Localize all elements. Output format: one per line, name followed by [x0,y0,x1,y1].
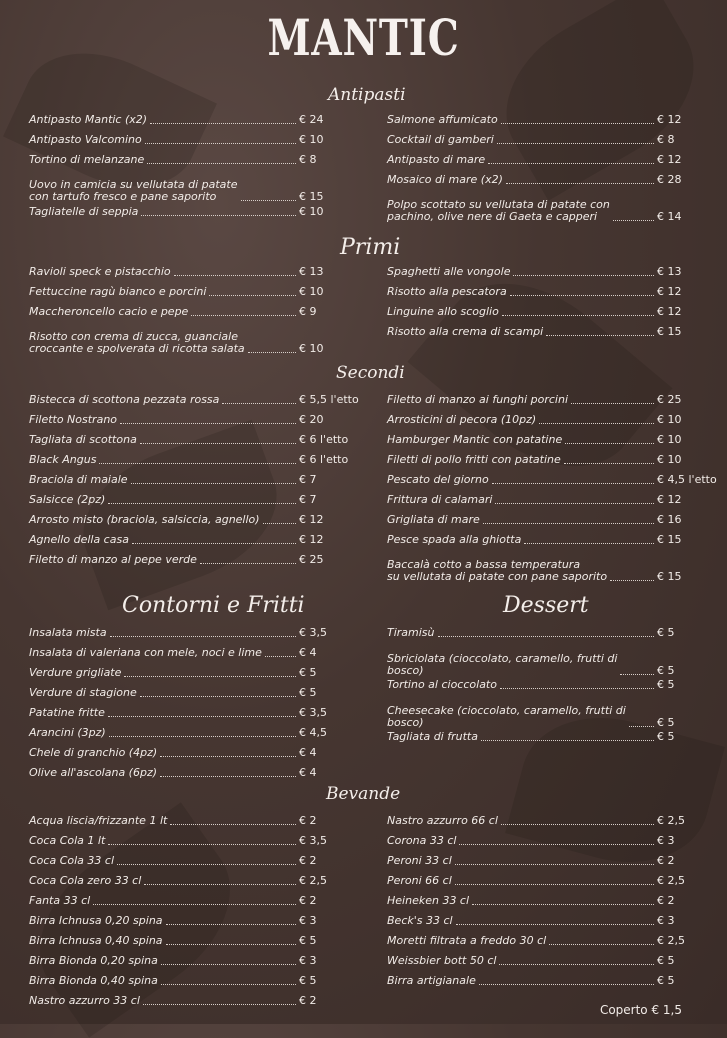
menu-item [29,134,357,146]
menu-item-name: Black Angus [29,453,97,466]
menu-item [29,331,357,355]
menu-item-name: Heineken 33 cl [387,894,470,907]
menu-item-name: Salsicce (2pz) [29,493,106,506]
menu-item [387,679,715,691]
menu-item [29,767,357,779]
dot-leader [495,503,654,504]
dot-leader [438,636,654,637]
menu-item [29,727,357,739]
dot-leader [147,163,296,164]
menu-item-price: € 2,5 [299,874,327,887]
menu-item [387,534,715,546]
dot-leader [459,844,654,845]
menu-item [387,434,715,446]
menu-item-price: € 12 [299,513,324,526]
menu-item-name: Coca Cola 1 lt [29,834,106,847]
menu-item [29,414,357,426]
menu-item-name: Patatine fritte [29,706,105,719]
menu-item-price: € 5 [657,678,675,691]
menu-item-price: € 4 [299,766,317,779]
menu-item-name: Hamburger Mantic con patatine [387,433,563,446]
menu-item [29,286,357,298]
dot-leader [222,403,296,404]
menu-item-name: Braciola di maiale [29,473,128,486]
menu-item-price: € 5 [299,686,317,699]
menu-item-price: € 8 [299,153,317,166]
dot-leader [160,776,296,777]
menu-item-name: Birra Ichnusa 0,20 spina [29,914,163,927]
menu-item-price: € 2 [657,854,675,867]
menu-item [387,559,715,583]
menu-item [387,855,715,867]
dot-leader [263,523,296,524]
menu-item-price: € 9 [299,305,317,318]
coperto-charge: Coperto € 1,5 [599,1003,682,1017]
dot-leader [191,315,296,316]
menu-item [387,653,715,677]
menu-item-name: Filetto di manzo al pepe verde [29,553,197,566]
dot-leader [502,315,654,316]
menu-item-price: € 10 [299,342,324,355]
menu-item-price: € 10 [299,285,324,298]
menu-item-price: € 5 [657,730,675,743]
menu-item-price: € 15 [657,325,682,338]
menu-item-price: € 6 l'etto [299,433,349,446]
dessert-right-column [387,627,715,747]
dot-leader [160,756,296,757]
menu-item-price: € 14 [657,210,682,223]
menu-item-price: € 13 [657,265,682,278]
menu-item-price: € 13 [299,265,324,278]
section-title-contorni: Contorni e Fritti [122,593,305,618]
menu-item-name: Tagliata di frutta [387,730,478,743]
menu-item-name: Bistecca di scottona pezzata rossa [29,393,220,406]
menu-item [29,747,357,759]
dot-leader [488,163,654,164]
menu-item-name: Pescato del giorno [387,473,489,486]
menu-item-name: Moretti filtrata a freddo 30 cl [387,934,547,947]
primi-left-column [29,266,357,356]
menu-item-price: € 12 [657,285,682,298]
menu-item [387,414,715,426]
dot-leader [109,736,296,737]
dot-leader [549,944,654,945]
menu-item-price: € 25 [657,393,682,406]
menu-item-name: Cheesecake (cioccolato, caramello, frutti di bosco) [387,704,626,729]
secondi-left-column [29,394,357,574]
dot-leader [455,864,654,865]
menu-item [29,975,357,987]
menu-item-name: Tortino di melanzane [29,153,145,166]
antipasti-right-column [387,114,715,224]
dot-leader [150,123,296,124]
menu-item [29,534,357,546]
menu-item-name: Peroni 66 cl [387,874,452,887]
menu-item-price: € 5 [657,954,675,967]
menu-item-price: € 12 [657,305,682,318]
menu-item [29,306,357,318]
menu-item [387,199,715,223]
menu-item [387,494,715,506]
dot-leader [108,844,296,845]
menu-item-name: Baccalà cotto a bassa temperatura su vellutata di patate con pane saporito [387,558,608,583]
menu-item-name: Weissbier bott 50 cl [387,954,497,967]
menu-item [387,875,715,887]
antipasti-left-column [29,114,357,224]
menu-item-name: Tagliatelle di seppia [29,205,139,218]
menu-item-name: Frittura di calamari [387,493,493,506]
dot-leader [241,200,296,201]
dot-leader [539,423,654,424]
dot-leader [501,123,654,124]
menu-item-price: € 5 [657,664,675,677]
dot-leader [166,924,296,925]
menu-item [387,915,715,927]
menu-item-name: Verdure grigliate [29,666,122,679]
menu-item-name: Risotto con crema di zucca, guanciale croccante e spolverata di ricotta salata [29,330,245,355]
menu-item-name: Spaghetti alle vongole [387,265,511,278]
menu-item-name: Insalata mista [29,626,107,639]
menu-item-name: Fettuccine ragù bianco e porcini [29,285,207,298]
menu-item-name: Antipasto di mare [387,153,486,166]
menu-item [387,154,715,166]
menu-item-name: Acqua liscia/frizzante 1 lt [29,814,168,827]
primi-right-column [387,266,715,356]
dot-leader [108,716,296,717]
menu-item-price: € 10 [657,453,682,466]
menu-item [387,306,715,318]
menu-item [29,915,357,927]
dot-leader [497,143,654,144]
menu-item [29,154,357,166]
menu-item [29,179,357,203]
menu-item-price: € 4 [299,646,317,659]
menu-item [387,955,715,967]
menu-item-name: Ravioli speck e pistacchio [29,265,171,278]
menu-item [387,627,715,639]
menu-item-price: € 2,5 [657,814,685,827]
dot-leader [209,295,296,296]
dot-leader [248,352,296,353]
menu-item-price: € 4 [299,746,317,759]
section-title-bevande: Bevande [326,784,401,804]
menu-item [29,494,357,506]
menu-item [29,554,357,566]
bevande-left-column [29,815,357,1010]
menu-item [29,647,357,659]
menu-item-name: Arancini (3pz) [29,726,106,739]
menu-item-name: Arrosto misto (braciola, salsiccia, agnello) [29,513,260,526]
dot-leader [140,443,296,444]
menu-item [387,935,715,947]
menu-item [387,174,715,186]
menu-item [29,206,357,218]
dot-leader [571,403,654,404]
dot-leader [108,503,296,504]
dot-leader [131,483,296,484]
menu-item-name: Risotto alla crema di scampi [387,325,544,338]
menu-item-price: € 3 [299,954,317,967]
menu-item [387,134,715,146]
menu-item-price: € 2 [657,894,675,907]
menu-item-name: Birra Ichnusa 0,40 spina [29,934,163,947]
menu-item [29,995,357,1007]
menu-item-price: € 3,5 [299,706,327,719]
menu-item-name: Beck's 33 cl [387,914,453,927]
menu-item-price: € 5 [657,716,675,729]
menu-item-name: Uovo in camicia su vellutata di patate con tartufo fresco e pane saporito [29,178,238,203]
dot-leader [145,143,296,144]
menu-item-name: Salmone affumicato [387,113,498,126]
menu-item-name: Coca Cola 33 cl [29,854,114,867]
menu-item-price: € 2,5 [657,934,685,947]
menu-item-name: Antipasto Mantic (x2) [29,113,148,126]
menu-item-name: Birra Bionda 0,20 spina [29,954,158,967]
menu-item-name: Fanta 33 cl [29,894,91,907]
menu-item [387,286,715,298]
menu-item-name: Antipasto Valcomino [29,133,142,146]
dot-leader [141,215,296,216]
menu-item [387,731,715,743]
menu-item-price: € 3 [299,914,317,927]
menu-item-name: Risotto alla pescatora [387,285,507,298]
menu-item [387,454,715,466]
dot-leader [110,636,296,637]
menu-item-price: € 5 [657,974,675,987]
menu-item-price: € 6 l'etto [299,453,349,466]
dot-leader [546,335,654,336]
menu-item-name: Grigliata di mare [387,513,480,526]
menu-item [387,705,715,729]
menu-item-price: € 8 [657,133,675,146]
dot-leader [500,688,654,689]
dot-leader [143,1004,296,1005]
menu-item-price: € 7 [299,473,317,486]
menu-item-price: € 16 [657,513,682,526]
secondi-right-column [387,393,717,583]
menu-item-name: Tiramisù [387,626,435,639]
menu-item-name: Verdure di stagione [29,686,137,699]
menu-item-price: € 28 [657,173,682,186]
menu-item-price: € 2 [299,854,317,867]
dot-leader [456,924,654,925]
dot-leader [117,864,296,865]
menu-item [387,835,715,847]
menu-item-name: Coca Cola zero 33 cl [29,874,142,887]
menu-item [387,975,715,987]
menu-item [29,835,357,847]
dot-leader [144,884,296,885]
section-title-antipasti: Antipasti [328,85,406,105]
menu-item-name: Filetto di manzo ai funghi porcini [387,393,569,406]
menu-item-price: € 3,5 [299,834,327,847]
menu-item-price: € 10 [657,433,682,446]
dot-leader [265,656,296,657]
menu-item-name: Arrosticini di pecora (10pz) [387,413,537,426]
menu-item-name: Agnello della casa [29,533,129,546]
menu-item [387,114,715,126]
menu-item-price: € 2 [299,894,317,907]
menu-item-price: € 2 [299,814,317,827]
menu-item-price: € 3 [657,914,675,927]
menu-item-price: € 4,5 l'etto [657,473,717,486]
menu-item-name: Tortino al cioccolato [387,678,497,691]
menu-item-name: Filetti di pollo fritti con patatine [387,453,561,466]
section-title-secondi: Secondi [336,363,405,383]
menu-item [29,394,357,406]
menu-item [29,875,357,887]
menu-item-name: Sbriciolata (cioccolato, caramello, frutti di bosco) [387,652,618,677]
menu-item-price: € 5,5 l'etto [299,393,359,406]
dot-leader [99,463,296,464]
dot-leader [472,904,654,905]
menu-item-price: € 25 [299,553,324,566]
menu-item-price: € 12 [657,113,682,126]
menu-item-price: € 2 [299,994,317,1007]
menu-item [29,114,357,126]
menu-item-name: Nastro azzurro 33 cl [29,994,140,1007]
menu-item-price: € 24 [299,113,324,126]
menu-item [29,627,357,639]
menu-item-name: Mosaico di mare (x2) [387,173,503,186]
menu-item-price: € 5 [299,666,317,679]
menu-item-name: Pesce spada alla ghiotta [387,533,522,546]
menu-item [29,855,357,867]
menu-item [29,434,357,446]
dot-leader [161,964,296,965]
dot-leader [510,295,654,296]
menu-item-price: € 10 [299,205,324,218]
dot-leader [564,463,654,464]
section-title-primi: Primi [340,235,401,260]
dot-leader [200,563,296,564]
dot-leader [620,674,654,675]
menu-item-name: Corona 33 cl [387,834,457,847]
dot-leader [120,423,296,424]
dot-leader [565,443,654,444]
dot-leader [499,964,654,965]
menu-item [29,815,357,827]
menu-item-price: € 12 [299,533,324,546]
menu-item-price: € 15 [657,570,682,583]
section-title-dessert: Dessert [503,593,589,618]
menu-item [387,895,715,907]
menu-item-price: € 12 [657,493,682,506]
menu-item [387,266,715,278]
menu-item-name: Chele di granchio (4pz) [29,746,158,759]
menu-item-price: € 2,5 [657,874,685,887]
menu-item [387,326,715,338]
dot-leader [610,580,654,581]
menu-item-name: Filetto Nostrano [29,413,118,426]
menu-item [29,266,357,278]
dot-leader [161,984,296,985]
menu-item-name: Nastro azzurro 66 cl [387,814,498,827]
menu-item [387,394,715,406]
restaurant-title: MANTIC [267,8,460,67]
menu-item [29,935,357,947]
menu-item [387,474,715,486]
menu-item-name: Linguine allo scoglio [387,305,499,318]
dot-leader [501,824,654,825]
dot-leader [629,726,654,727]
menu-item [29,514,357,526]
menu-item [29,667,357,679]
menu-item [29,687,357,699]
dot-leader [524,543,654,544]
dot-leader [174,275,296,276]
dot-leader [132,543,296,544]
contorni-left-column [29,627,357,782]
dot-leader [483,523,654,524]
menu-item-price: € 10 [299,133,324,146]
menu-item [29,955,357,967]
dot-leader [166,944,296,945]
menu-item [29,707,357,719]
dot-leader [481,740,654,741]
menu-item-price: € 5 [299,934,317,947]
menu-item [29,895,357,907]
dot-leader [506,183,654,184]
menu-item [387,815,715,827]
menu-item-name: Birra Bionda 0,40 spina [29,974,158,987]
bevande-right-column [387,815,715,990]
menu-item-name: Cocktail di gamberi [387,133,494,146]
dot-leader [455,884,654,885]
menu-item-price: € 15 [657,533,682,546]
menu-item-price: € 12 [657,153,682,166]
menu-item-price: € 10 [657,413,682,426]
menu-item-name: Insalata di valeriana con mele, noci e lime [29,646,262,659]
menu-item-price: € 7 [299,493,317,506]
dot-leader [479,984,654,985]
menu-item-name: Peroni 33 cl [387,854,452,867]
menu-item-name: Tagliata di scottona [29,433,137,446]
menu-item-name: Maccheroncello cacio e pepe [29,305,189,318]
menu-item-name: Olive all'ascolana (6pz) [29,766,158,779]
menu-item-price: € 4,5 [299,726,327,739]
menu-item-price: € 3 [657,834,675,847]
menu-item-name: Polpo scottato su vellutata di patate con pachino, olive nere di Gaeta e capperi [387,198,610,223]
dot-leader [492,483,654,484]
menu-item-price: € 15 [299,190,324,203]
menu-item [29,474,357,486]
menu-item-price: € 3,5 [299,626,327,639]
dot-leader [513,275,654,276]
dot-leader [93,904,296,905]
dot-leader [140,696,296,697]
dot-leader [170,824,296,825]
menu-item-price: € 5 [657,626,675,639]
menu-item-name: Birra artigianale [387,974,476,987]
dot-leader [124,676,296,677]
menu-item-price: € 5 [299,974,317,987]
menu-item-price: € 20 [299,413,324,426]
menu-item [387,514,715,526]
menu-item [29,454,357,466]
dot-leader [613,220,654,221]
